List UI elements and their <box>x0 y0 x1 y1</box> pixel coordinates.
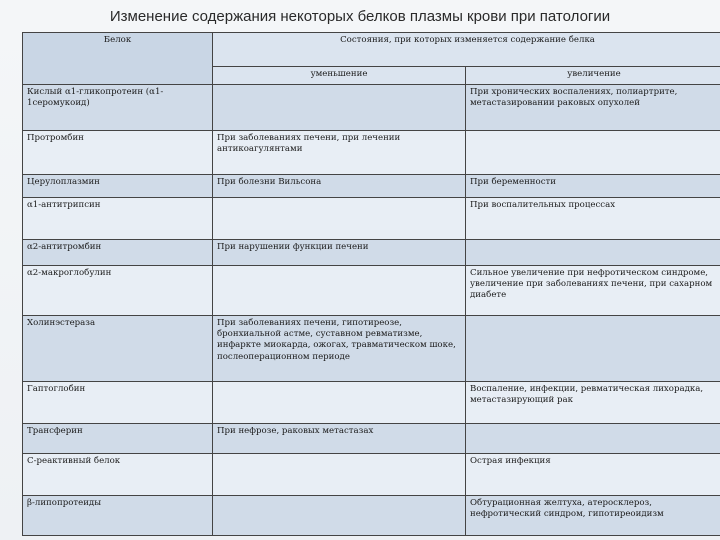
cell-increase: Обтурационная желтуха, атеросклероз, нефротический синдром, гипотиреоидизм <box>466 496 720 536</box>
header-increase: увеличение <box>466 67 720 85</box>
cell-protein: α1-антитрипсин <box>23 198 213 240</box>
cell-decrease <box>213 496 466 536</box>
table-row <box>23 240 720 266</box>
table-row <box>23 424 720 454</box>
table-row <box>23 85 720 131</box>
cell-decrease: При болезни Вильсона <box>213 175 466 198</box>
cell-protein: Церулоплазмин <box>23 175 213 198</box>
header-conditions: Состояния, при которых изменяется содержание белка <box>213 33 720 67</box>
cell-increase <box>466 131 720 175</box>
cell-increase: Острая инфекция <box>466 454 720 496</box>
cell-decrease: При заболеваниях печени, при лечении антикоагулянтами <box>213 131 466 175</box>
table-row <box>23 316 720 382</box>
cell-protein: Гаптоглобин <box>23 382 213 424</box>
table-row <box>23 131 720 175</box>
cell-decrease: При нарушении функции печени <box>213 240 466 266</box>
cell-protein: β-липопротеиды <box>23 496 213 536</box>
cell-increase: При воспалительных процессах <box>466 198 720 240</box>
cell-decrease <box>213 382 466 424</box>
cell-increase: При хронических воспалениях, полиартрите, метастазировании раковых опухолей <box>466 85 720 131</box>
cell-decrease: При заболеваниях печени, гипотиреозе, бронхиальной астме, суставном ревматизме, инфаркте миокарда, ожогах, травматическом шоке, послеоперационном периоде <box>213 316 466 382</box>
cell-protein: С-реактивный белок <box>23 454 213 496</box>
table-row <box>23 454 720 496</box>
table-row <box>23 198 720 240</box>
cell-decrease: При нефрозе, раковых метастазах <box>213 424 466 454</box>
cell-protein: Протромбин <box>23 131 213 175</box>
cell-decrease <box>213 198 466 240</box>
page-title: Изменение содержания некоторых белков плазмы крови при патологии <box>109 8 611 25</box>
header-decrease: уменьшение <box>213 67 466 85</box>
cell-increase <box>466 240 720 266</box>
table-row <box>23 266 720 316</box>
cell-increase: При беременности <box>466 175 720 198</box>
table-row <box>23 382 720 424</box>
cell-protein: Трансферин <box>23 424 213 454</box>
cell-increase: Сильное увеличение при нефротическом синдроме, увеличение при заболеваниях печени, при сахарном диабете <box>466 266 720 316</box>
cell-protein: Кислый α1-гликопротеин (α1-1серомукоид) <box>23 85 213 131</box>
header-protein: Белок <box>23 33 213 85</box>
cell-protein: α2-антитромбин <box>23 240 213 266</box>
cell-increase <box>466 316 720 382</box>
protein-table <box>22 32 720 536</box>
cell-protein: α2-макроглобулин <box>23 266 213 316</box>
cell-protein: Холинэстераза <box>23 316 213 382</box>
cell-decrease <box>213 266 466 316</box>
cell-decrease <box>213 85 466 131</box>
cell-increase: Воспаление, инфекции, ревматическая лихорадка, метастазирующий рак <box>466 382 720 424</box>
cell-increase <box>466 424 720 454</box>
cell-decrease <box>213 454 466 496</box>
table-row <box>23 496 720 536</box>
table-row <box>23 175 720 198</box>
